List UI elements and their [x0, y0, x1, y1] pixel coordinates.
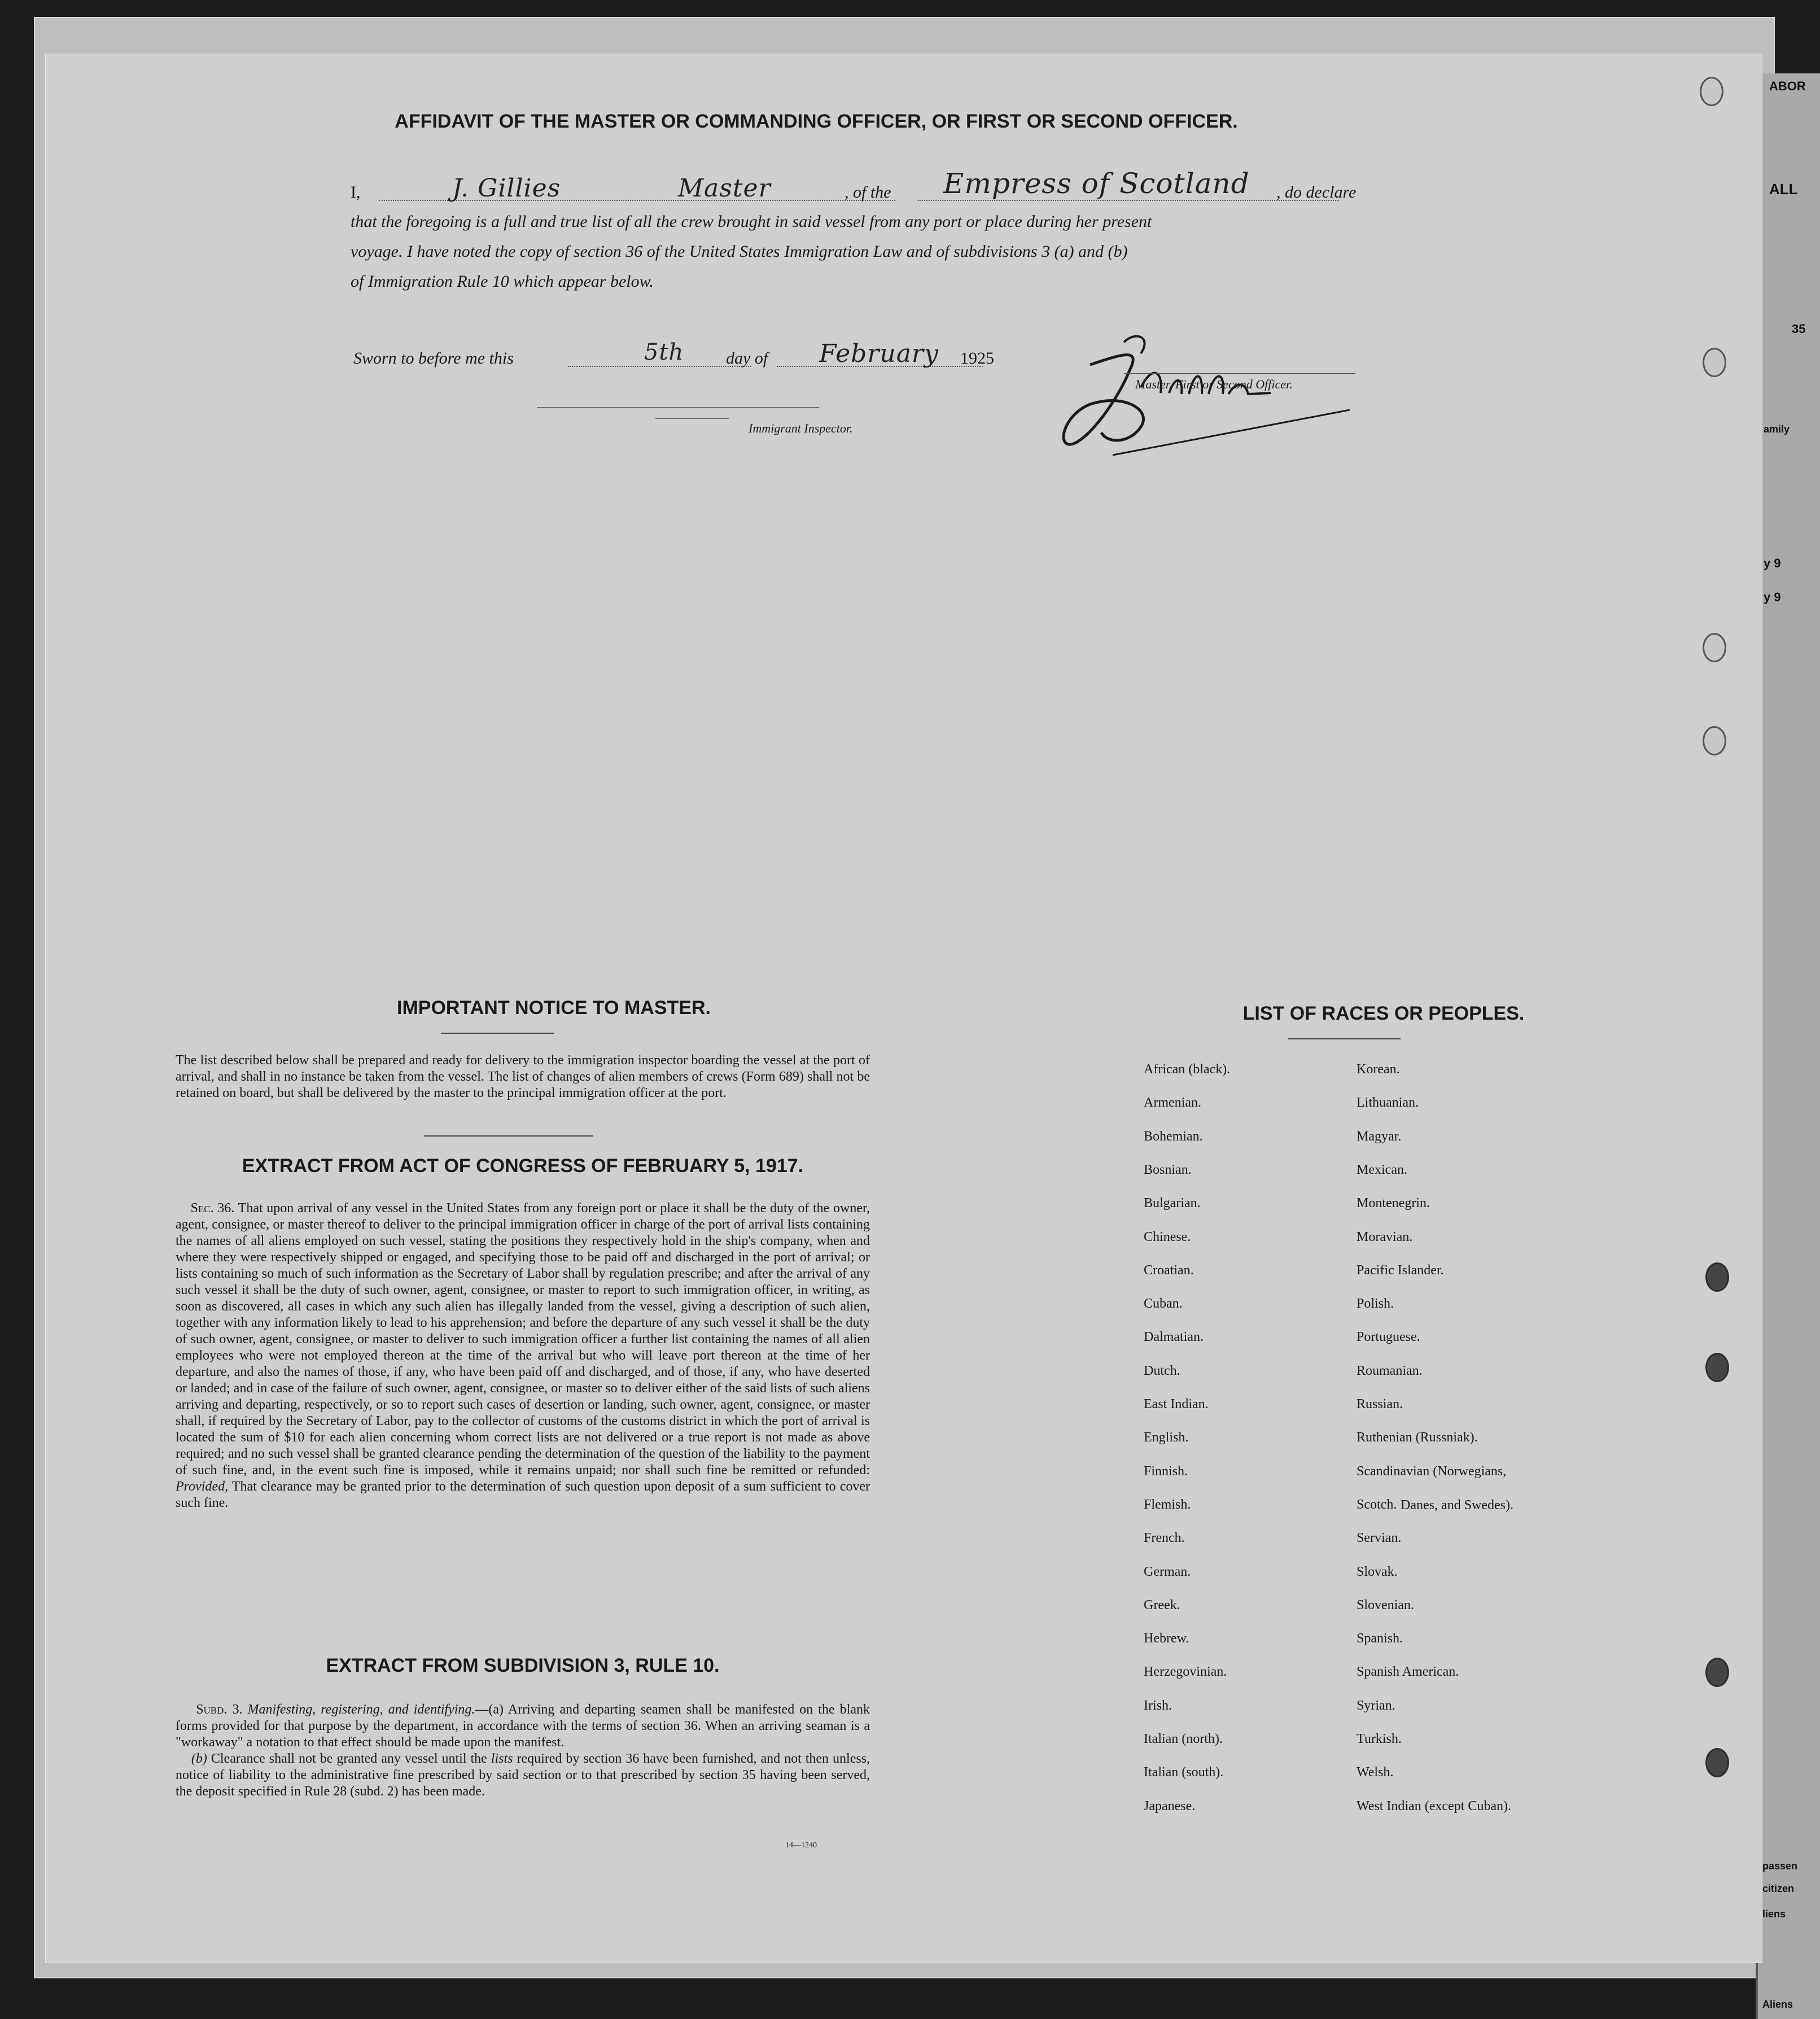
edge-fragment: citizen — [1762, 1883, 1795, 1894]
do-declare-label: , do declare — [1276, 183, 1357, 202]
race-item: African (black). — [1144, 1062, 1231, 1077]
divider — [424, 1135, 593, 1137]
subd-b-lists: lists — [491, 1751, 513, 1766]
race-item: Scandinavian (Norwegians, — [1357, 1464, 1507, 1479]
edge-fragment: y 9 — [1764, 556, 1781, 570]
race-item: Italian (north). — [1144, 1732, 1223, 1746]
subd-b-text1: Clearance shall not be granted any vessel until the — [211, 1751, 487, 1766]
punch-hole — [1705, 1748, 1729, 1777]
race-item: Syrian. — [1357, 1698, 1395, 1713]
year: 1925 — [960, 349, 994, 368]
race-item: Mexican. — [1357, 1163, 1407, 1177]
race-item: Magyar. — [1357, 1129, 1402, 1144]
act-text: That upon arrival of any vessel in the United States from any foreign port or place it shall be the duty of the owner, agent, consignee, or master thereof to deliver to the principal immigration officer in charge of the port of arrival lists containing the names of all aliens employed on such vessel, stating the positions they respectively hold in the ship's company, when and where they were respectively shipped or engaged, and specifying those to be paid off and discharged in the port of arrival; or lists containing so much of such information as the Secretary of Labor shall by regulation prescribe; and after the arrival of any such vessel it shall be the duty of such owner, agent, consignee, or master to report to such immigration officer, in writing, as soon as discovered, all cases in which any such alien has illegally landed from the vessel, giving a description of such alien, together with any information likely to lead to his apprehension; and before the departure of any such vessel it shall be the duty of such owner, agent, consignee, or master to deliver to such immigration officer a further list containing the names of all alien employees who were not employed thereon at the time of the arrival but who will leave port thereon at the time of her departure, and also the names of those, if any, who have been paid off and discharged, and of those, if any, who have deserted or landed; and in case of the failure of such owner, agent, consignee, or master so to deliver either of the said lists of such aliens arriving and departing, respectively, or so to report such cases of desertion or landing, such owner, agent, consignee, or master shall, if required by the Secretary of Labor, pay to the collector of customs of the customs district in which the port of arrival is located the sum of $10 for each alien concerning whom correct lists are not delivered or a true report is not made as above required; and no such vessel shall be granted clearance pending the determination of the question of the liability to the payment of such fine, and, in the event such fine is imposed, while it remains unpaid; nor shall such fine be remitted or refunded: — [176, 1201, 870, 1478]
edge-fragment: liens — [1762, 1908, 1786, 1920]
signature-line — [1124, 373, 1355, 374]
race-item: Pacific Islander. — [1357, 1263, 1444, 1278]
race-item: Turkish. — [1357, 1732, 1402, 1746]
day-line — [568, 366, 751, 367]
affidavit-sheet — [45, 54, 1762, 1963]
race-item: Russian. — [1357, 1397, 1403, 1411]
race-item: Spanish. — [1357, 1631, 1403, 1646]
punch-hole — [1703, 348, 1726, 377]
rule-extract-text — [176, 1702, 870, 1800]
race-item: Croatian. — [1144, 1263, 1194, 1278]
race-item: Cuban. — [1144, 1296, 1183, 1311]
race-item: Slovenian. — [1357, 1598, 1414, 1612]
race-item: Finnish. — [1144, 1464, 1188, 1479]
handwritten-month: February — [819, 339, 939, 368]
affidavit-title: AFFIDAVIT OF THE MASTER OR COMMANDING OFFICER, OR FIRST OR SECOND OFFICER. — [395, 111, 1238, 132]
day-of-label: day of — [726, 349, 768, 368]
handwritten-vessel: Empress of Scotland — [943, 167, 1250, 200]
edge-fragment: 35 — [1792, 322, 1806, 336]
race-item: Korean. — [1357, 1062, 1400, 1077]
race-item: German. — [1144, 1564, 1191, 1579]
race-item: Portuguese. — [1357, 1330, 1420, 1344]
divider — [1288, 1038, 1401, 1039]
race-item: Slovak. — [1357, 1564, 1398, 1579]
form-number: 14—1240 — [785, 1841, 817, 1850]
punch-hole — [1705, 1658, 1729, 1687]
signature-caption: Master, First or Second Officer. — [1135, 377, 1293, 391]
act-extract-text — [176, 1200, 870, 1511]
sworn-label: Sworn to before me this — [353, 349, 514, 368]
punch-hole — [1703, 633, 1726, 662]
notice-text: The list described below shall be prepared and ready for delivery to the immigration inspector boarding the vessel at the port of arrival, and shall in no instance be taken from the vessel. The list of changes of alien members of crews (Form 689) shall not be retained on board, but shall be delivered by the master to the principal immigration officer at the port. — [176, 1053, 870, 1100]
handwritten-name: J. Gillies — [452, 174, 561, 203]
races-title: LIST OF RACES OR PEOPLES. — [1243, 1003, 1525, 1024]
race-item: Japanese. — [1144, 1799, 1196, 1813]
race-item: Spanish American. — [1357, 1664, 1459, 1679]
race-item: Irish. — [1144, 1698, 1172, 1713]
inspector-rule — [655, 418, 729, 419]
edge-fragment: ABOR — [1769, 79, 1806, 93]
edge-fragment: Aliens — [1762, 1999, 1793, 2010]
edge-fragment: passen — [1762, 1860, 1798, 1872]
inspector-caption: Immigrant Inspector. — [749, 421, 853, 435]
race-item: Moravian. — [1357, 1230, 1413, 1244]
handwritten-rank: Master — [678, 174, 771, 203]
notice-title: IMPORTANT NOTICE TO MASTER. — [397, 997, 711, 1019]
race-item: English. — [1144, 1430, 1189, 1445]
provided-label: Provided, — [176, 1479, 229, 1494]
race-item: Herzegovinian. — [1144, 1664, 1227, 1679]
rule-extract-title: EXTRACT FROM SUBDIVISION 3, RULE 10. — [326, 1655, 720, 1676]
race-item: Dalmatian. — [1144, 1330, 1204, 1344]
affidavit-line-2: voyage. I have noted the copy of section 36 of the United States Immigration Law and of subdivisions 3 (a) and (b) — [351, 242, 1128, 261]
adjacent-page-edge — [1756, 73, 1820, 2019]
affidavit-line-3: of Immigration Rule 10 which appear below. — [351, 272, 654, 291]
race-item: Scotch. — [1357, 1497, 1397, 1512]
race-item: French. — [1144, 1531, 1185, 1545]
race-item: East Indian. — [1144, 1397, 1209, 1411]
race-item: Bohemian. — [1144, 1129, 1203, 1144]
affidavit-line-1: that the foregoing is a full and true list of all the crew brought in said vessel from any port or place during her present — [351, 212, 1152, 231]
subd-b-label: (b) — [191, 1751, 207, 1766]
race-item-continuation: Danes, and Swedes). — [1401, 1498, 1513, 1513]
race-item: Servian. — [1357, 1531, 1402, 1545]
subd-label: Subd. 3. — [196, 1702, 243, 1717]
act-extract-title: EXTRACT FROM ACT OF CONGRESS OF FEBRUARY 5, 1917. — [242, 1155, 804, 1177]
handwritten-day: 5th — [644, 339, 684, 365]
race-item: Welsh. — [1357, 1765, 1394, 1780]
edge-fragment: ALL — [1769, 181, 1798, 198]
subd-a-text: —(a) Arriving and departing seamen shall be manifested on the blank forms provided for that purpose by the department, in accordance with the terms of section 36. When an arriving seaman is a "workaway" a notation to that effect should be made upon the manifest. — [176, 1702, 870, 1750]
race-item: Ruthenian (Russniak). — [1357, 1430, 1478, 1445]
i-label: I, — [351, 183, 361, 202]
punch-hole — [1700, 77, 1723, 106]
race-item: Chinese. — [1144, 1230, 1191, 1244]
race-item: West Indian (except Cuban). — [1357, 1799, 1511, 1813]
punch-hole — [1705, 1353, 1729, 1382]
race-item: Italian (south). — [1144, 1765, 1224, 1780]
race-item: Lithuanian. — [1357, 1095, 1419, 1110]
punch-hole — [1703, 726, 1726, 755]
race-item: Hebrew. — [1144, 1631, 1189, 1646]
race-item: Greek. — [1144, 1598, 1180, 1612]
edge-fragment: y 9 — [1764, 590, 1781, 604]
race-item: Montenegrin. — [1357, 1196, 1430, 1210]
race-item: Bulgarian. — [1144, 1196, 1201, 1210]
act-text-end: That clearance may be granted prior to the determination of such question upon deposit of a sum sufficient to cover such fine. — [176, 1479, 870, 1510]
punch-hole — [1705, 1262, 1729, 1292]
race-item: Bosnian. — [1144, 1163, 1192, 1177]
subd-b-text2: required by section 36 have been furnished, and not then unless, notice of liability to the administrative fine prescribed by said section or to that prescribed by section 35 having been served, the deposit specified in Rule 28 (subd. 2) has been made. — [176, 1751, 870, 1799]
vessel-line — [918, 200, 1338, 201]
race-item: Dutch. — [1144, 1364, 1180, 1378]
master-signature — [1056, 331, 1372, 466]
edge-fragment: amily — [1764, 423, 1790, 435]
race-item: Roumanian. — [1357, 1364, 1423, 1378]
race-item: Polish. — [1357, 1296, 1394, 1311]
of-the-label: , of the — [845, 183, 891, 202]
subd-heading: Manifesting, registering, and identifying. — [247, 1702, 475, 1717]
inspector-signature-line — [537, 407, 819, 408]
divider — [441, 1033, 554, 1034]
race-item: Flemish. — [1144, 1497, 1191, 1512]
sec-label: Sec. 36. — [190, 1201, 235, 1216]
race-item: Armenian. — [1144, 1095, 1201, 1110]
